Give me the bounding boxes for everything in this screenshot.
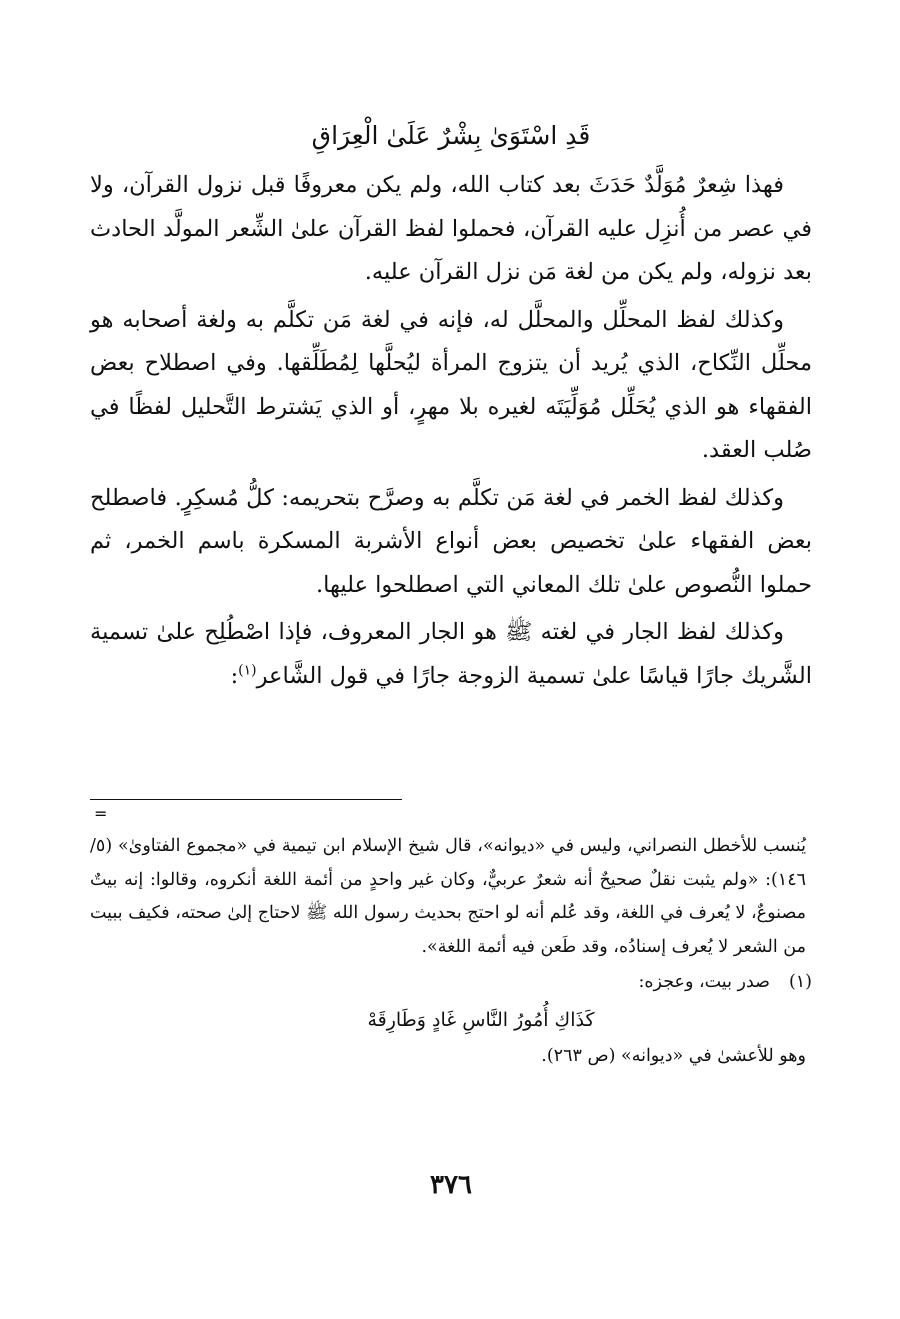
footnote-1-number: (١): [788, 972, 812, 992]
paragraph-4-end: :: [230, 662, 239, 689]
main-text: [90, 164, 812, 698]
verse-heading: قَدِ اسْتَوَىٰ بِشْرٌ عَلَىٰ الْعِرَاقِ: [311, 121, 591, 150]
footnote-continuation: يُنسب للأخطل النصراني، وليس في «ديوانه»، قال شيخ الإسلام ابن تيمية في «مجموع الفتاوىٰ» (٥/ ١٤٦): «ولم يثبت نقلٌ صحيحٌ أنه شعرٌ عربيٌّ، وكان غير واحدٍ من أئمة اللغة أنكروه، وقالوا: إنه بيتٌ مصنوعٌ، لا يُعرف في اللغة، وقد عُلم أنه لو احتج بحديث رسول الله ﷺ لاحتاج إلىٰ صحته، فكيف ببيت من الشعر لا يُعرف إسنادُه، وقد طَعن فيه أئمة اللغة».: [90, 836, 806, 957]
page-number: ٣٧٦: [430, 1170, 472, 1200]
footnote-1-source: وهو للأعشىٰ في «ديوانه» (ص ٢٦٣).: [541, 1045, 806, 1066]
paragraph-1: فهذا شِعرٌ مُوَلَّدٌ حَدَثَ بعد كتاب الله، ولم يكن معروفًا قبل نزول القرآن، ولا في عصر من أُنزِل عليه القرآن، فحملوا لفظ القرآن علىٰ الشِّعر المولَّد الحادث بعد نزوله، ولم يكن من لغة مَن نزل القرآن عليه.: [90, 172, 812, 285]
continuation-mark: =: [94, 804, 108, 823]
footnote-ref-1[interactable]: (١): [238, 662, 257, 678]
paragraph-4-text: وكذلك لفظ الجار في لغته ﷺ هو الجار المعروف، فإذا اصْطُلِح علىٰ تسمية الشَّريك جارًا قياسًا علىٰ تسمية الزوجة جارًا في قول الشَّاعر: [90, 619, 812, 689]
paragraph-3: وكذلك لفظ الخمر في لغة مَن تكلَّم به وصرَّح بتحريمه: كلُّ مُسكِرٍ. فاصطلح بعض الفقهاء علىٰ تخصيص بعض أنواع الأشربة المسكرة باسم الخمر، ثم حملوا النُّصوص علىٰ تلك المعاني التي اصطلحوا عليها.: [90, 484, 812, 598]
book-page: [90, 100, 812, 1220]
footnote-1: [90, 966, 812, 1000]
footnote-separator: [90, 799, 402, 800]
footnotes: [90, 830, 812, 1073]
footnote-1-verse: كَذَاكِ أُمُورُ النَّاسِ غَادٍ وَطَارِقَهْ: [367, 1008, 595, 1031]
paragraph-4: [90, 611, 812, 698]
footnote-1-text: صدر بيت، وعجزه:: [638, 972, 770, 992]
paragraph-2: وكذلك لفظ المحلِّل والمحلَّل له، فإنه في لغة مَن تكلَّم به ولغة أصحابه هو محلِّل النِّكاح، الذي يُريد أن يتزوج المرأة ليُحلَّها لِمُطَلِّقها. وفي اصطلاح بعض الفقهاء هو الذي يُحَلِّل مُوَلِّيَتَه لغيره بلا مهرٍ، أو الذي يَشترط التَّحليل لفظًا في صُلب العقد.: [90, 306, 812, 463]
